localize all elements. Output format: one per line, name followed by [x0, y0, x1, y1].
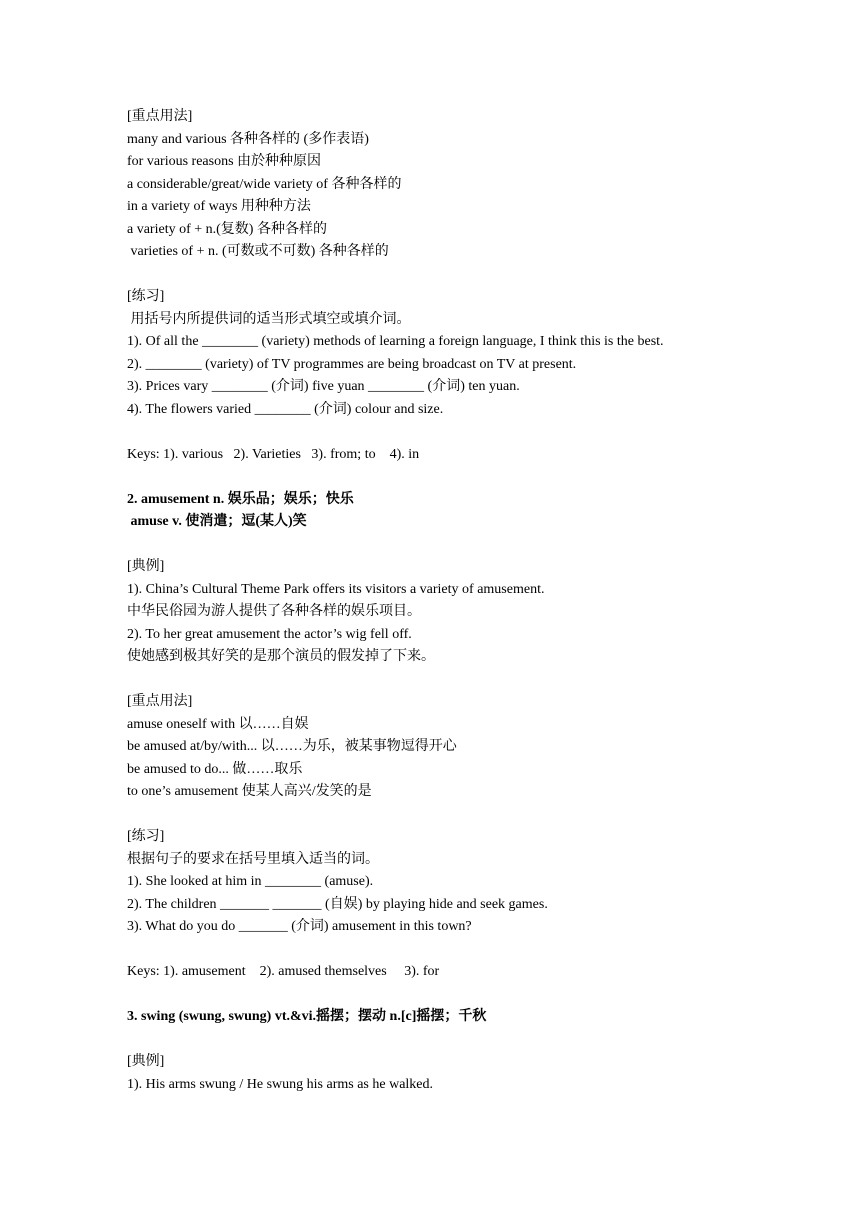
- text-line: 3). What do you do _______ (介词) amusement in this town?: [127, 919, 472, 934]
- text-line: 2). ________ (variety) of TV programmes are being broadcast on TV at present.: [127, 356, 577, 372]
- text-line: [练习]: [127, 289, 165, 304]
- blank-line: [127, 466, 827, 489]
- text-line: in a variety of ways 用种种方法: [127, 199, 311, 214]
- text-line: [练习]: [127, 829, 165, 844]
- text-line: [重点用法]: [127, 109, 193, 124]
- text-line: 使她感到极其好笑的是那个演员的假发掉了下来。: [127, 649, 435, 664]
- text-line: 用括号内所提供词的适当形式填空或填介词。: [127, 311, 411, 327]
- text-line: 4). The flowers varied ________ (介词) colour and size.: [127, 401, 444, 417]
- document-body: [127, 106, 827, 1096]
- text-line: 中华民俗园为游人提供了各种各样的娱乐项目。: [127, 604, 421, 619]
- text-line: [典例]: [127, 1054, 165, 1069]
- blank-line: [127, 669, 827, 692]
- text-line: [重点用法]: [127, 694, 193, 709]
- section-heading: amuse v. 使消遣；逗(某人)笑: [127, 514, 307, 529]
- text-line: 2). The children _______ _______ (自娱) by playing hide and seek games.: [127, 896, 548, 912]
- blank-line: [127, 984, 827, 1007]
- blank-line: [127, 534, 827, 557]
- section-heading: 2. amusement n. 娱乐品；娱乐；快乐: [127, 491, 354, 507]
- text-line: 3). Prices vary ________ (介词) five yuan ________ (介词) ten yuan.: [127, 379, 520, 394]
- text-line: [典例]: [127, 559, 165, 574]
- blank-line: [127, 1029, 827, 1052]
- text-line: 2). To her great amusement the actor’s wig fell off.: [127, 626, 412, 642]
- blank-line: [127, 264, 827, 287]
- text-line: Keys: 1). various 2). Varieties 3). from; to 4). in: [127, 446, 420, 462]
- section-heading: 3. swing (swung, swung) vt.&vi.摇摆；摆动 n.[c]摇摆；千秋: [127, 1009, 487, 1024]
- blank-line: [127, 421, 827, 444]
- text-line: to one’s amusement 使某人高兴/发笑的是: [127, 784, 372, 799]
- text-line: amuse oneself with 以……自娱: [127, 716, 309, 732]
- text-line: 1). China’s Cultural Theme Park offers its visitors a variety of amusement.: [127, 581, 545, 597]
- text-line: Keys: 1). amusement 2). amused themselves 3). for: [127, 964, 440, 979]
- text-line: a considerable/great/wide variety of 各种各样的: [127, 176, 402, 192]
- text-line: 1). His arms swung / He swung his arms as he walked.: [127, 1076, 434, 1092]
- text-line: varieties of + n. (可数或不可数) 各种各样的: [127, 244, 389, 259]
- blank-line: [127, 804, 827, 827]
- text-line: 根据句子的要求在括号里填入适当的词。: [127, 851, 379, 867]
- text-line: 1). Of all the ________ (variety) methods of learning a foreign language, I think this is the best.: [127, 334, 664, 349]
- text-line: a variety of + n.(复数) 各种各样的: [127, 221, 327, 237]
- text-line: for various reasons 由於种种原因: [127, 154, 322, 169]
- text-line: 1). She looked at him in ________ (amuse).: [127, 874, 374, 889]
- text-line: be amused at/by/with... 以……为乐，被某事物逗得开心: [127, 739, 457, 754]
- text-line: many and various 各种各样的 (多作表语): [127, 131, 369, 147]
- text-line: be amused to do... 做……取乐: [127, 761, 303, 777]
- blank-line: [127, 939, 827, 962]
